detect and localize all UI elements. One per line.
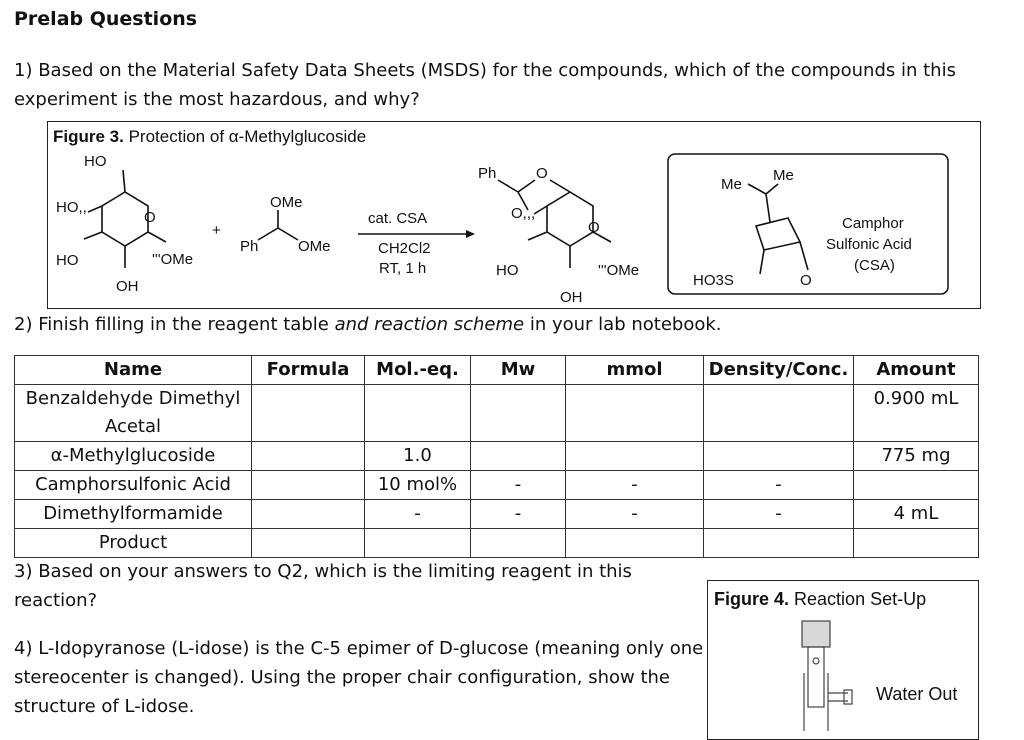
cell-name: Dimethylformamide <box>15 500 252 529</box>
r1-ring-o: O <box>144 209 156 226</box>
cell-name: Benzaldehyde Dimethyl Acetal <box>15 385 252 442</box>
cell-amount: 4 mL <box>854 500 979 529</box>
p-oh: OH <box>560 289 583 306</box>
plus-sign: + <box>212 222 221 239</box>
table-row <box>15 500 979 529</box>
figure-3-caption: Protection of α-Methylglucoside <box>128 127 367 146</box>
cell-density[interactable] <box>704 385 854 442</box>
cell-mw[interactable] <box>471 529 566 558</box>
p-ring-o: O <box>588 219 600 236</box>
csa-me-2: Me <box>773 167 794 184</box>
table-row <box>15 385 979 442</box>
reaction-scheme <box>48 122 982 310</box>
cell-mol-eq: - <box>365 500 471 529</box>
p-ome: '''OMe <box>598 262 640 279</box>
csa-o: O <box>800 272 812 289</box>
figure-4 <box>707 580 979 740</box>
csa-me-1: Me <box>721 176 742 193</box>
table-header-row <box>15 356 979 385</box>
p-o-left: O,,, <box>511 205 536 222</box>
question-2 <box>14 310 722 339</box>
cell-amount[interactable] <box>854 471 979 500</box>
cell-mol-eq[interactable] <box>365 529 471 558</box>
page-title: Prelab Questions <box>14 8 198 30</box>
col-formula: Formula <box>252 356 365 385</box>
cell-formula[interactable] <box>252 500 365 529</box>
cell-mmol[interactable] <box>566 442 704 471</box>
question-4: 4) L-Idopyranose (L-idose) is the C-5 epimer of D-glucose (meaning only one stereocenter is changed). Using the proper chair configuration, show the structure of L-idose. <box>14 638 704 717</box>
cell-name: Product <box>15 529 252 558</box>
q2-suffix: in your lab notebook. <box>524 314 722 335</box>
csa-name-2: Sulfonic Acid <box>826 236 912 253</box>
acetal-structure <box>258 210 298 240</box>
r2-ome-right: OMe <box>298 238 331 255</box>
table-row <box>15 442 979 471</box>
reagent-table <box>14 355 979 558</box>
cell-mw: - <box>471 500 566 529</box>
r2-ome-top: OMe <box>270 194 303 211</box>
temp-time-label: RT, 1 h <box>379 260 427 277</box>
water-out-label: Water Out <box>876 684 958 704</box>
cell-density[interactable] <box>704 442 854 471</box>
csa-name-1: Camphor <box>842 215 904 232</box>
cell-amount: 0.900 mL <box>854 385 979 442</box>
cell-mmol: - <box>566 471 704 500</box>
q2-emphasis: and reaction scheme <box>334 314 525 335</box>
catalyst-label: cat. CSA <box>368 210 428 227</box>
question-3: 3) Based on your answers to Q2, which is the limiting reagent in this reaction? <box>14 561 632 611</box>
col-amount: Amount <box>854 356 979 385</box>
cell-mmol[interactable] <box>566 385 704 442</box>
solvent-label: CH2Cl2 <box>378 240 431 257</box>
cell-formula[interactable] <box>252 442 365 471</box>
r1-ome: '''OMe <box>152 251 194 268</box>
cell-mw[interactable] <box>471 442 566 471</box>
r1-ho-top: HO <box>84 153 107 170</box>
cell-formula[interactable] <box>252 385 365 442</box>
table-row <box>15 529 979 558</box>
r1-ho-bottom: HO <box>56 252 79 269</box>
cell-formula[interactable] <box>252 471 365 500</box>
cell-amount[interactable] <box>854 529 979 558</box>
r1-ho-left: HO,, <box>56 199 87 216</box>
cell-mol-eq[interactable] <box>365 385 471 442</box>
cell-mmol[interactable] <box>566 529 704 558</box>
stopper <box>802 621 830 647</box>
col-name: Name <box>15 356 252 385</box>
cell-formula[interactable] <box>252 529 365 558</box>
cell-density[interactable] <box>704 529 854 558</box>
cell-density: - <box>704 500 854 529</box>
col-mmol: mmol <box>566 356 704 385</box>
table-row <box>15 471 979 500</box>
col-density: Density/Conc. <box>704 356 854 385</box>
figure-4-caption: Reaction Set-Up <box>794 589 927 609</box>
question-1: 1) Based on the Material Safety Data Sheets (MSDS) for the compounds, which of the compounds in this experiment is the most hazardous, and why? <box>14 60 956 110</box>
p-ho: HO <box>496 262 519 279</box>
r1-oh: OH <box>116 278 139 295</box>
cell-density: - <box>704 471 854 500</box>
cell-mmol: - <box>566 500 704 529</box>
figure-4-label: Figure 4. <box>714 589 790 609</box>
csa-name-3: (CSA) <box>854 257 895 274</box>
p-ph: Ph <box>478 165 497 182</box>
cell-mw[interactable] <box>471 385 566 442</box>
p-o-top: O <box>536 165 548 182</box>
cell-name: α-Methylglucoside <box>15 442 252 471</box>
cell-mol-eq: 1.0 <box>365 442 471 471</box>
condenser-drawing <box>708 581 978 731</box>
col-mw: Mw <box>471 356 566 385</box>
figure-3-label: Figure 3. <box>53 127 124 146</box>
r2-ph: Ph <box>240 238 259 255</box>
col-mol-eq: Mol.-eq. <box>365 356 471 385</box>
figure-3 <box>47 121 981 309</box>
csa-structure <box>748 184 808 274</box>
csa-ho3s: HO3S <box>693 272 734 289</box>
cell-mw: - <box>471 471 566 500</box>
arrow-head <box>466 230 475 238</box>
cell-name: Camphorsulfonic Acid <box>15 471 252 500</box>
cell-mol-eq: 10 mol% <box>365 471 471 500</box>
q2-prefix: 2) Finish filling in the reagent table <box>14 314 335 335</box>
cell-amount: 775 mg <box>854 442 979 471</box>
